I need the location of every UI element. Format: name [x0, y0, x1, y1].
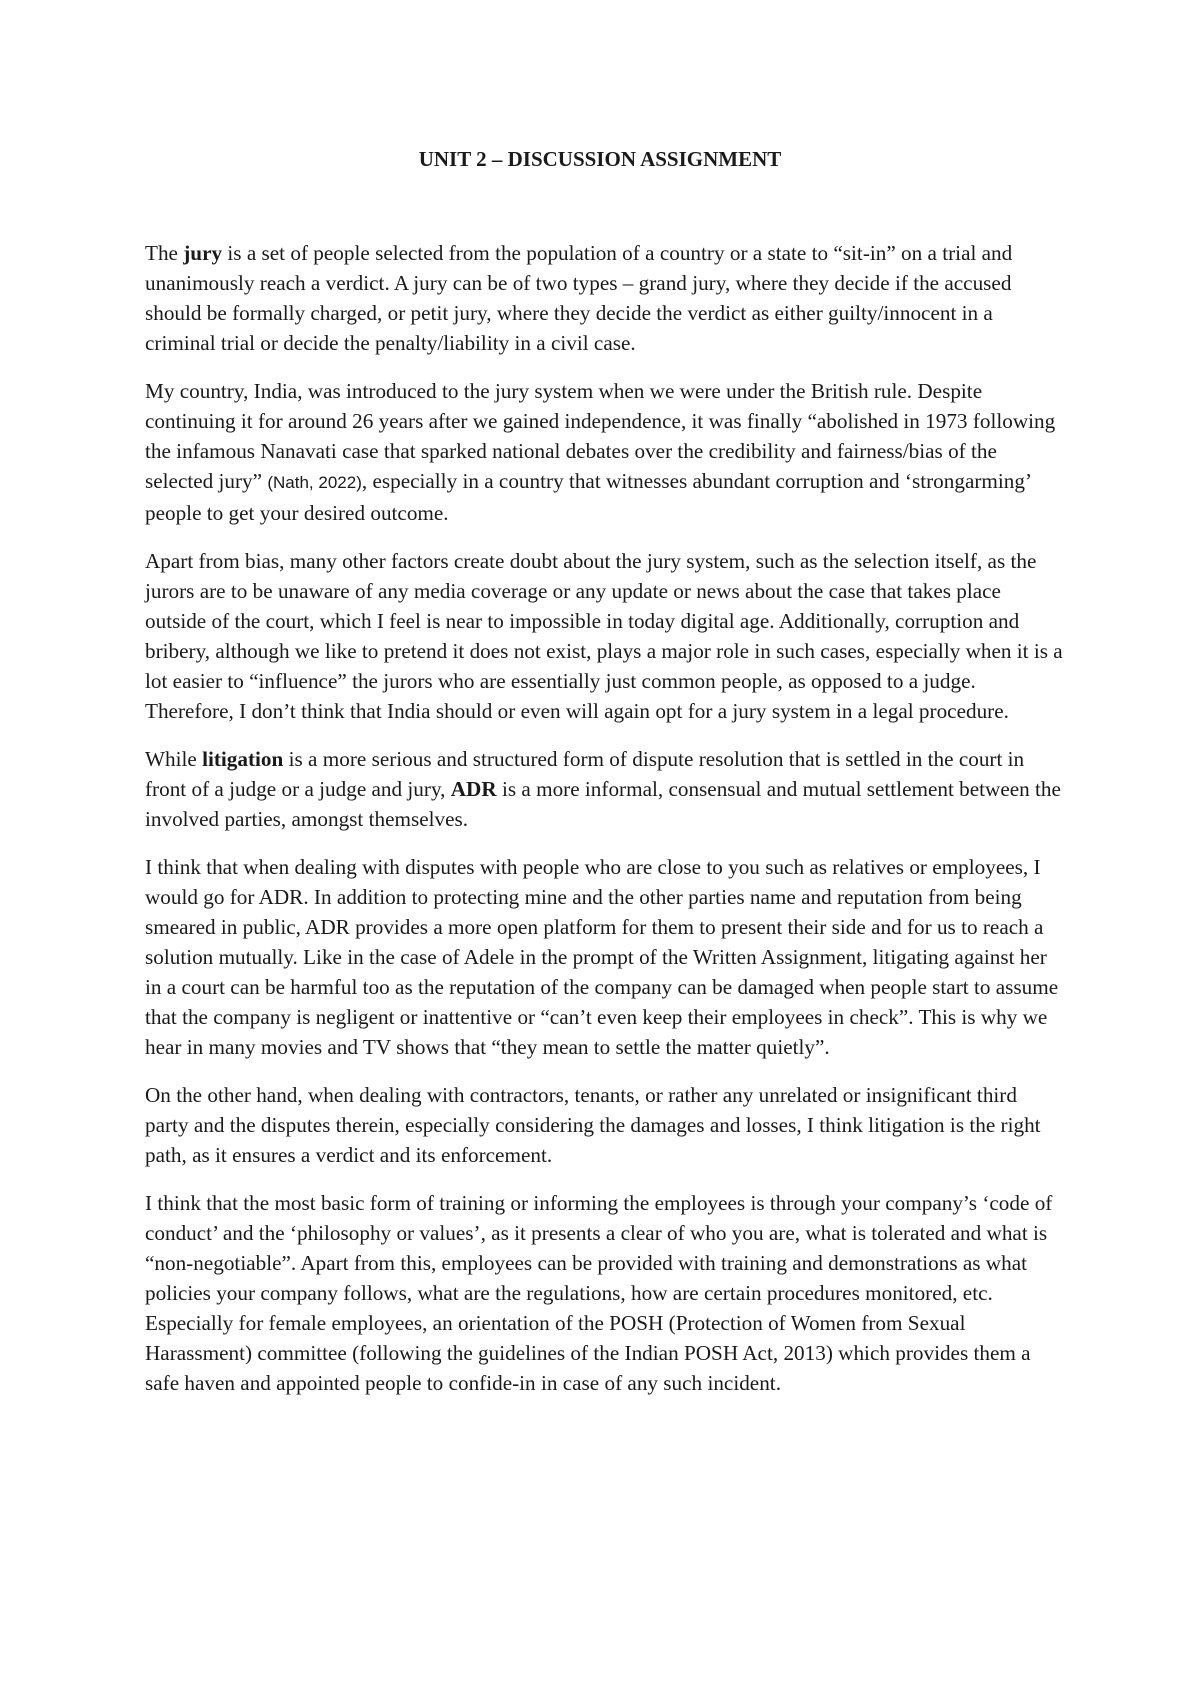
text-span: While	[145, 747, 203, 771]
document-body	[145, 238, 1065, 1416]
paragraph-litigation-vs-adr	[145, 744, 1065, 834]
text-span: My country, India, was introduced to the jury system when we were under the British rule. Despite continuing it for around 26 years after we gained independence, it was finally “abolished in 1973 following the infamous Nanavati case that sparked national debates over the credibility and fairness/bias of the selected jury”	[145, 379, 1056, 493]
citation: (Nath, 2022)	[267, 473, 362, 492]
bold-term-jury: jury	[183, 241, 223, 265]
text-span: is a more serious and structured form of dispute resolution that is settled in the court in front of a judge or a judge and jury,	[145, 747, 1025, 801]
paragraph-jury-definition	[145, 238, 1065, 358]
paragraph-jury-doubts: Apart from bias, many other factors create doubt about the jury system, such as the selection itself, as the jurors are to be unaware of any media coverage or any update or news about the case that takes place outside of the court, which I feel is near to impossible in today digital age. Additionally, corruption and bribery, although we like to pretend it does not exist, plays a major role in such cases, especially when it is a lot easier to “influence” the jurors who are essentially just common people, as opposed to a judge. Therefore, I don’t think that India should or even will again opt for a jury system in a legal procedure.	[145, 549, 1063, 723]
paragraph-employee-training: I think that the most basic form of training or informing the employees is through your company’s ‘code of conduct’ and the ‘philosophy or values’, as it presents a clear of who you are, what is tolerated and what is “non-negotiable”. Apart from this, employees can be provided with training and demonstrations as what policies your company follows, what are the regulations, how are certain procedures monitored, etc. Especially for female employees, an orientation of the POSH (Protection of Women from Sexual Harassment) committee (following the guidelines of the Indian POSH Act, 2013) which provides them a safe haven and appointed people to confide-in in case of any such incident.	[145, 1191, 1053, 1395]
text-span: is a set of people selected from the population of a country or a state to “sit-in” on a trial and unanimously reach a verdict. A jury can be of two types – grand jury, where they decide if the accused should be formally charged, or petit jury, where they decide the verdict as either guilty/innocent in a criminal trial or decide the penalty/liability in a civil case.	[145, 241, 1013, 355]
document-title: UNIT 2 – DISCUSSION ASSIGNMENT	[418, 147, 782, 171]
paragraph-adr-close-people: I think that when dealing with disputes with people who are close to you such as relatives or employees, I would go for ADR. In addition to protecting mine and the other parties name and reputation from being smeared in public, ADR provides a more open platform for them to present their side and for us to reach a solution mutually. Like in the case of Adele in the prompt of the Written Assignment, litigating against her in a court can be harmful too as the reputation of the company can be damaged when people start to assume that the company is negligent or inattentive or “can’t even keep their employees in check”. This is why we hear in many movies and TV shows that “they mean to settle the matter quietly”.	[145, 855, 1059, 1059]
bold-term-adr: ADR	[450, 777, 497, 801]
paragraph-india-jury-history	[145, 376, 1065, 528]
bold-term-litigation: litigation	[202, 747, 284, 771]
text-span: , especially in a country that witnesses abundant corruption and ‘strongarming’ people to get your desired outcome.	[145, 469, 1031, 525]
text-span: is a more informal, consensual and mutual settlement between the involved parties, amongst themselves.	[145, 777, 1061, 831]
paragraph-litigation-third-party: On the other hand, when dealing with contractors, tenants, or rather any unrelated or insignificant third party and the disputes therein, especially considering the damages and losses, I think litigation is the right path, as it ensures a verdict and its enforcement.	[145, 1083, 1041, 1167]
text-span: The	[145, 241, 184, 265]
